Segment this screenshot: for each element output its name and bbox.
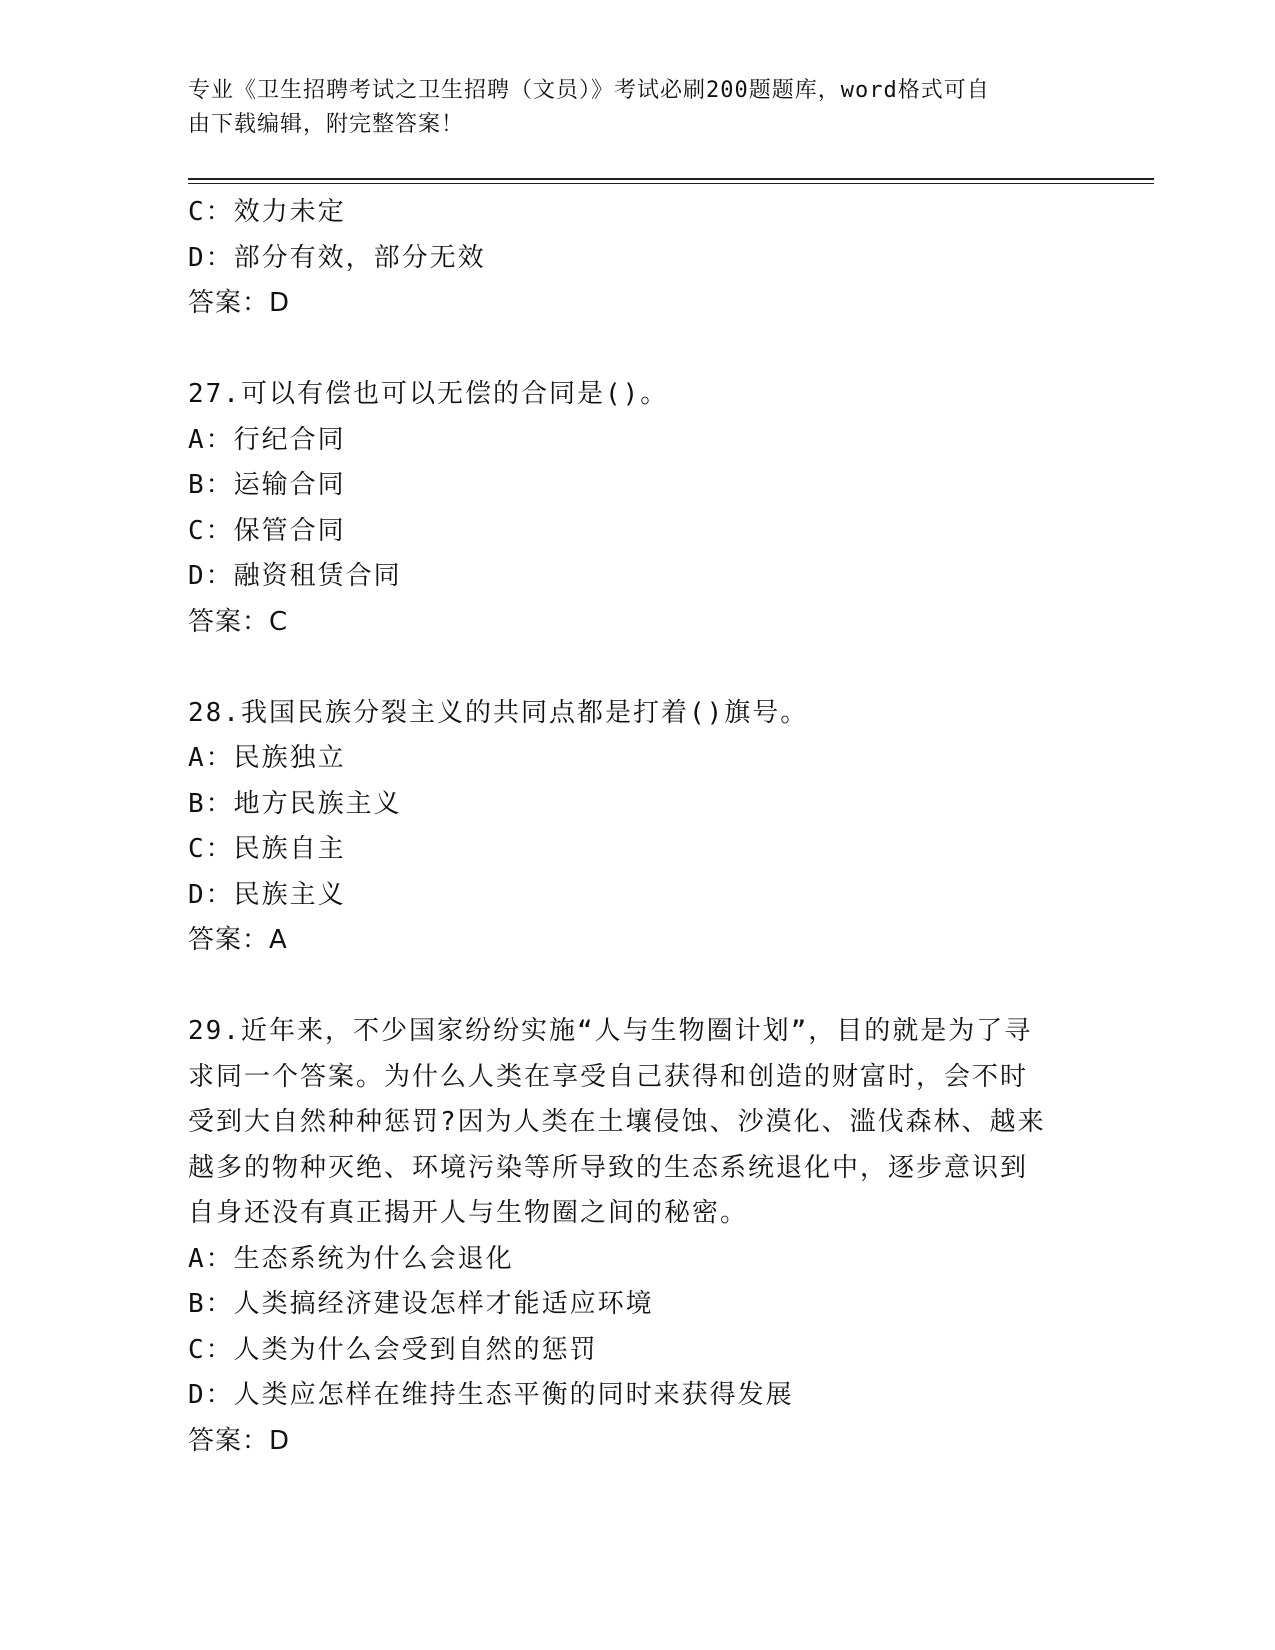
prev-question-block <box>188 190 1088 327</box>
answer-line: 答案：A <box>188 925 288 955</box>
question-text: 28.我国民族分裂主义的共同点都是打着()旗号。 <box>188 697 809 728</box>
header-line-1: 专业《卫生招聘考试之卫生招聘（文员）》考试必刷200题题库，word格式可自 <box>188 78 990 103</box>
option-a: A：生态系统为什么会退化 <box>188 1243 514 1274</box>
option-a: A：行纪合同 <box>188 424 346 455</box>
option-b: B：运输合同 <box>188 470 346 500</box>
question-text-line-1: 29.近年来，不少国家纷纷实施“人与生物圈计划”，目的就是为了寻 <box>188 1016 1033 1046</box>
question-text-line-5: 自身还没有真正揭开人与生物圈之间的秘密。 <box>188 1198 749 1228</box>
question-text-line-3: 受到大自然种种惩罚?因为人类在土壤侵蚀、沙漠化、滥伐森林、越来 <box>188 1107 1046 1137</box>
question-text: 27.可以有偿也可以无偿的合同是()。 <box>188 379 669 409</box>
option-c: C：民族自主 <box>188 834 346 864</box>
question-29 <box>188 1009 1088 1464</box>
answer-line: 答案：D <box>188 1425 291 1456</box>
question-content <box>188 190 1088 1464</box>
block-gap <box>188 964 1088 1010</box>
answer-line: 答案：D <box>188 288 291 318</box>
question-text-line-2: 求同一个答案。为什么人类在享受自己获得和创造的财富时，会不时 <box>188 1061 1029 1092</box>
block-gap <box>188 327 1088 373</box>
option-c: C：人类为什么会受到自然的惩罚 <box>188 1334 598 1365</box>
option-a: A：民族独立 <box>188 743 346 773</box>
option-d: D：民族主义 <box>188 879 346 910</box>
question-28 <box>188 691 1088 964</box>
header-rule-thick <box>188 178 1154 180</box>
answer-line: 答案：C <box>188 606 289 637</box>
page-header <box>188 74 1088 142</box>
option-d: D：融资租赁合同 <box>188 561 402 591</box>
option-b: B：地方民族主义 <box>188 788 402 819</box>
block-gap <box>188 645 1088 691</box>
option-b: B：人类搞经济建设怎样才能适应环境 <box>188 1289 654 1319</box>
header-line-2: 由下载编辑，附完整答案！ <box>188 112 465 137</box>
option-d: D：部分有效，部分无效 <box>188 242 486 273</box>
option-c: C：保管合同 <box>188 515 346 546</box>
option-c: C：效力未定 <box>188 197 346 227</box>
header-rule-thin <box>188 183 1154 184</box>
question-text-line-4: 越多的物种灭绝、环境污染等所导致的生态系统退化中，逐步意识到 <box>188 1152 1029 1183</box>
option-d: D：人类应怎样在维持生态平衡的同时来获得发展 <box>188 1380 794 1410</box>
question-27 <box>188 372 1088 645</box>
